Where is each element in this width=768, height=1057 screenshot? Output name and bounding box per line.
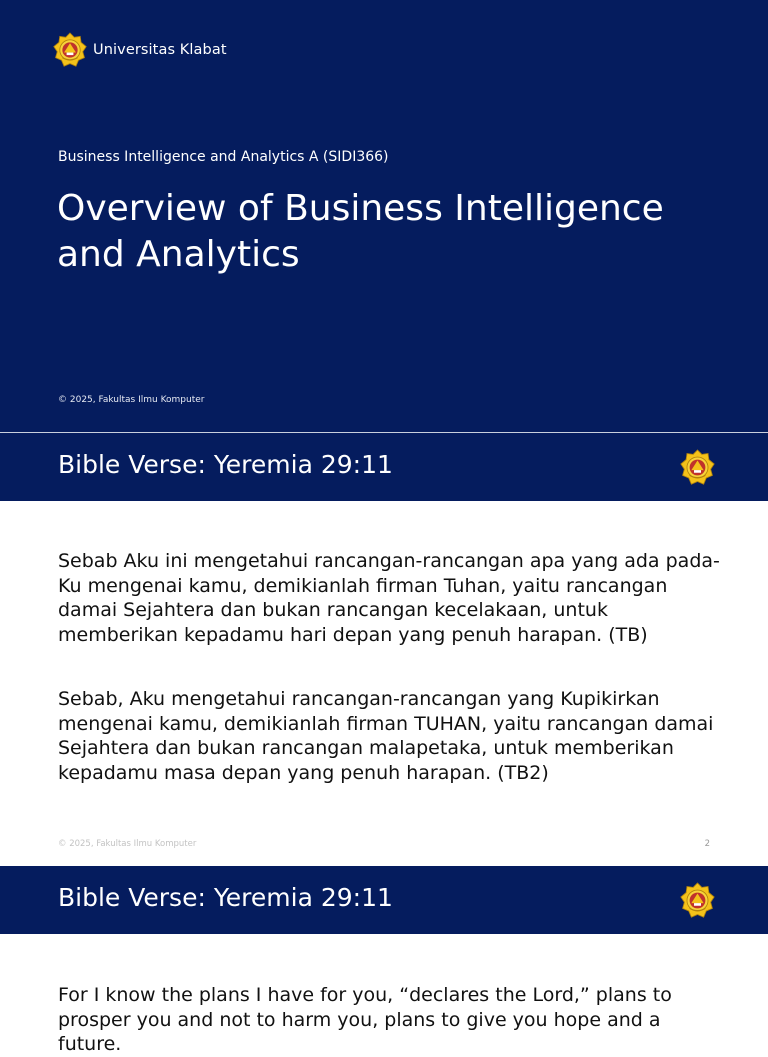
course-name: Business Intelligence and Analytics A (SIDI366) (58, 149, 389, 165)
slide-header (0, 433, 768, 501)
bible-verse-slide-english (0, 866, 768, 1055)
bible-verse-slide-indonesian (0, 433, 768, 866)
slide-header (0, 866, 768, 934)
universitas-klabat-crest-icon (680, 449, 715, 486)
universitas-klabat-crest-icon (53, 32, 87, 68)
title-slide-copyright: © 2025, Fakultas Ilmu Komputer (58, 395, 205, 405)
slide-footer-copyright: © 2025, Fakultas Ilmu Komputer (58, 839, 197, 849)
verse-paragraph-tb: Sebab Aku ini mengetahui rancangan-rancangan apa yang ada pada-Ku mengenai kamu, demikianlah firman Tuhan, yaitu rancangan damai Sejahtera dan bukan rancangan kecelakaan, untuk memberikan kepadamu hari depan yang penuh harapan. (TB) (58, 550, 720, 646)
title-slide (0, 0, 768, 432)
page-number: 2 (704, 839, 710, 849)
verse-paragraph-english: For I know the plans I have for you, “declares the Lord,” plans to prosper you and not to harm you, plans to give you hope and a future. (58, 984, 672, 1055)
verse-paragraph-tb2: Sebab, Aku mengetahui rancangan-rancangan yang Kupikirkan mengenai kamu, demikianlah firman TUHAN, yaitu rancangan damai Sejahtera dan bukan rancangan malapetaka, untuk memberikan kepadamu masa depan yang penuh harapan. (TB2) (58, 688, 714, 784)
university-logo (53, 32, 227, 68)
slide-title: Bible Verse: Yeremia 29:11 (58, 450, 393, 479)
university-name: Universitas Klabat (93, 42, 227, 58)
universitas-klabat-crest-icon (680, 882, 715, 919)
slide-title: Bible Verse: Yeremia 29:11 (58, 883, 393, 912)
presentation-title: Overview of Business Intelligence and Analytics (57, 188, 664, 275)
